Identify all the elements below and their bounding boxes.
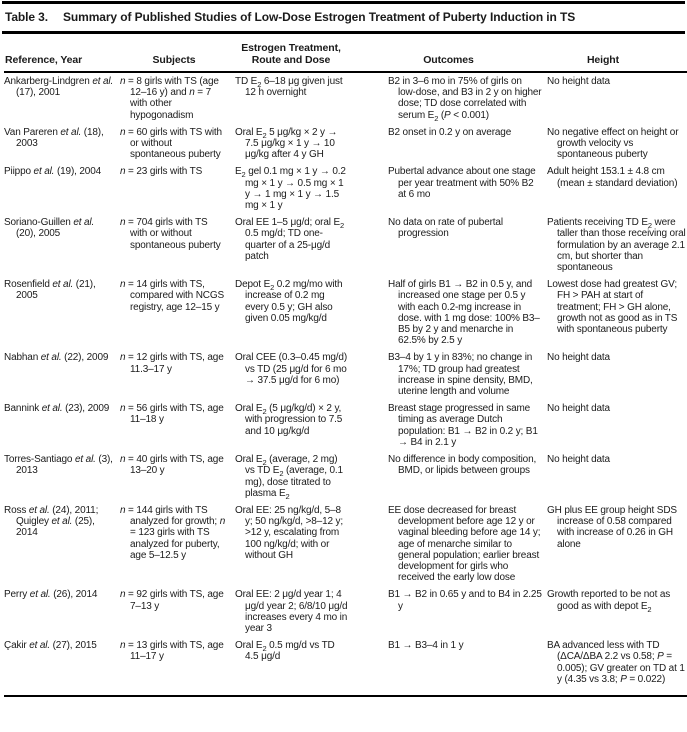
cell-subjects: n = 23 girls with TS xyxy=(120,166,203,178)
cell-treatment: Oral $E_2$ 5 μg/kg × 2 y → 7.5 μg/kg × 1 y → 10 μg/kg after 4 y GH xyxy=(235,126,338,161)
cell-subjects: n = 60 girls with TS with or without spontaneous puberty xyxy=(120,126,222,161)
cell-outcomes: B2 in 3–6 mo in 75% of girls on low-dose, and B3 in 2 y on higher dose; TD dose correlated with serum $E_2$ (P < 0.001) xyxy=(388,76,542,123)
cell-outcomes: Breast stage progressed in same timing as average Dutch population: B1 → B2 in 0.2 y; B1 → B4 in 2.1 y xyxy=(388,403,538,448)
cell-treatment: Depot $E_2$ 0.2 mg/mo with increase of 0.2 mg every 0.5 y; GH also given 0.05 mg/kg/d xyxy=(235,279,343,324)
cell-treatment: Oral $E_2$ (5 μg/kg/d) × 2 y, with progression to 7.5 and 10 μg/kg/d xyxy=(235,403,343,437)
cell-height: BA advanced less with TD (ΔCA/ΔBA 2.2 vs 0.58; P = 0.005); GV greater on TD at 1 y (4.35 vs 3.8; P = 0.022) xyxy=(545,640,687,696)
cell-treatment: Oral EE: 25 ng/kg/d, 5–8 y; 50 ng/kg/d, >8–12 y; >12 y, escalating from 100 ng/kg/d; with or without GH xyxy=(235,504,344,561)
table-row xyxy=(4,454,687,505)
table-row xyxy=(4,72,687,127)
cell-reference: Van Pareren et al. (18), 2003 xyxy=(4,126,104,150)
cell-reference: Perry et al. (26), 2014 xyxy=(4,589,98,601)
cell-outcomes: B2 onset in 0.2 y on average xyxy=(388,126,512,138)
cell-treatment: TD $E_2$ 6–18 μg given just 12 h overnight xyxy=(235,76,343,99)
column-header-height: Height xyxy=(545,34,687,72)
cell-subjects: n = 12 girls with TS, age 11.3–17 y xyxy=(120,352,224,375)
table-header xyxy=(4,34,687,72)
cell-outcomes: No data on rate of pubertal progression xyxy=(388,217,503,240)
cell-reference: Piippo et al. (19), 2004 xyxy=(4,166,102,178)
cell-subjects: n = 56 girls with TS, age 11–18 y xyxy=(120,403,224,426)
table-header-row xyxy=(4,34,687,72)
cell-subjects: n = 92 girls with TS, age 7–13 y xyxy=(120,589,224,612)
cell-subjects: n = 704 girls with TS with or without spontaneous puberty xyxy=(120,217,221,251)
cell-reference: Nabhan et al. (22), 2009 xyxy=(4,352,109,364)
cell-outcomes: Pubertal advance about one stage per year treatment with 50% B2 at 6 mo xyxy=(388,166,536,200)
cell-treatment: Oral $E_2$ (average, 2 mg) vs TD $E_2$ (average, 0.1 mg), dose titrated to plasma $E_2$ xyxy=(235,454,343,501)
cell-outcomes: B3–4 by 1 y in 83%; no change in 17%; TD group had greatest increase in spine density, BMD, uterine length and volume xyxy=(388,352,533,398)
cell-reference: Soriano-Guillen et al. (20), 2005 xyxy=(4,217,95,240)
cell-outcomes: B1 → B2 in 0.65 y and to B4 in 2.25 y xyxy=(388,589,542,612)
cell-subjects: n = 13 girls with TS, age 11–17 y xyxy=(118,640,230,696)
cell-reference: Bannink et al. (23), 2009 xyxy=(4,403,110,415)
cell-height: No height data xyxy=(547,76,610,87)
cell-subjects: n = 144 girls with TS analyzed for growth; n = 123 girls with TS analyzed for puberty, age 5–12.5 y xyxy=(120,504,226,561)
cell-height: No height data xyxy=(547,403,610,415)
cell-reference: Ankarberg-Lindgren et al. (17), 2001 xyxy=(4,76,114,99)
cell-height: Adult height 153.1 ± 4.8 cm (mean ± standard deviation) xyxy=(547,166,678,189)
table-row xyxy=(4,352,687,403)
table-row xyxy=(4,127,687,167)
table-body xyxy=(4,72,687,696)
cell-treatment: Oral $E_2$ 0.5 mg/d vs TD 4.5 μg/d xyxy=(230,640,352,696)
cell-height: Growth reported to be not as good as with depot $E_2$ xyxy=(547,589,671,614)
cell-outcomes: No difference in body composition, BMD, or lipids between groups xyxy=(388,454,537,477)
cell-subjects: n = 40 girls with TS, age 13–20 y xyxy=(120,454,224,477)
table-row xyxy=(4,589,687,640)
cell-height: No height data xyxy=(547,352,610,364)
table-row xyxy=(4,403,687,454)
column-header-outcomes: Outcomes xyxy=(352,34,545,72)
cell-reference: Torres-Santiago et al. (3), 2013 xyxy=(4,454,113,477)
cell-height: Lowest dose had greatest GV; FH > PAH at start of treatment; FH > GH alone, growth not as good as in TS with spontaneous puberty xyxy=(547,279,678,336)
studies-summary-table xyxy=(4,34,687,697)
cell-outcomes: EE dose decreased for breast development before age 12 y or vaginal bleeding before age 14 y; age of menarche similar to general population; earlier breast development for girls who received the early low dose xyxy=(388,504,541,584)
table-row xyxy=(4,505,687,589)
cell-height: Patients receiving TD $E_2$ were taller than those receiving oral formulation by an average 2.1 cm, but shorter than spontaneous xyxy=(547,217,686,274)
table-title-bar xyxy=(2,1,685,34)
cell-height: GH plus EE group height SDS increase of 0.58 compared with increase of 0.26 in GH alone xyxy=(547,504,677,550)
cell-reference: Ross et al. (24), 2011; Quigley et al. (25), 2014 xyxy=(4,504,99,539)
cell-subjects: n = 8 girls with TS (age 12–16 y) and n = 7 with other hypogonadism xyxy=(120,76,219,121)
cell-treatment: Oral EE 1–5 μg/d; oral $E_2$ 0.5 mg/d; TD one-quarter of a 25-μg/d patch xyxy=(235,217,345,262)
cell-treatment: $E_2$ gel 0.1 mg × 1 y → 0.2 mg × 1 y → 0.5 mg × 1 y → 1 mg × 1 y → 1.5 mg × 1 y xyxy=(235,166,346,212)
table-caption: Summary of Published Studies of Low-Dose Estrogen Treatment of Puberty Induction in TS xyxy=(63,10,576,24)
column-header-estrogen-treatment-route-and-dose: Estrogen Treatment, Route and Dose xyxy=(230,34,352,72)
cell-reference: Çakir et al. (27), 2015 xyxy=(4,640,118,696)
table-row xyxy=(4,166,687,217)
column-header-subjects: Subjects xyxy=(118,34,230,72)
cell-height: No height data xyxy=(547,454,610,466)
cell-reference: Rosenfield et al. (21), 2005 xyxy=(4,279,96,302)
cell-outcomes: B1 → B3–4 in 1 y xyxy=(352,640,545,696)
cell-subjects: n = 14 girls with TS, compared with NCGS registry, age 12–15 y xyxy=(120,279,224,313)
column-header-reference-year: Reference, Year xyxy=(4,34,118,72)
table-number-label: Table 3. xyxy=(5,10,48,24)
table-row xyxy=(4,640,687,696)
cell-outcomes: Half of girls B1 → B2 in 0.5 y, and increased one stage per 0.5 y with each 0.2-mg increase in dose. with 1 mg dose: 100% B3–B5 by 2 y and menarche in 62.5% by 2.5 y xyxy=(388,279,540,347)
table-row xyxy=(4,217,687,279)
cell-height: No negative effect on height or growth velocity vs spontaneous puberty xyxy=(547,126,679,161)
cell-treatment: Oral CEE (0.3–0.45 mg/d) vs TD (25 μg/d for 6 mo → 37.5 μg/d for 6 mo) xyxy=(235,352,348,386)
cell-treatment: Oral EE: 2 μg/d year 1; 4 μg/d year 2; 6/8/10 μg/d increases every 4 mo in year 3 xyxy=(235,589,348,634)
table-row xyxy=(4,279,687,352)
